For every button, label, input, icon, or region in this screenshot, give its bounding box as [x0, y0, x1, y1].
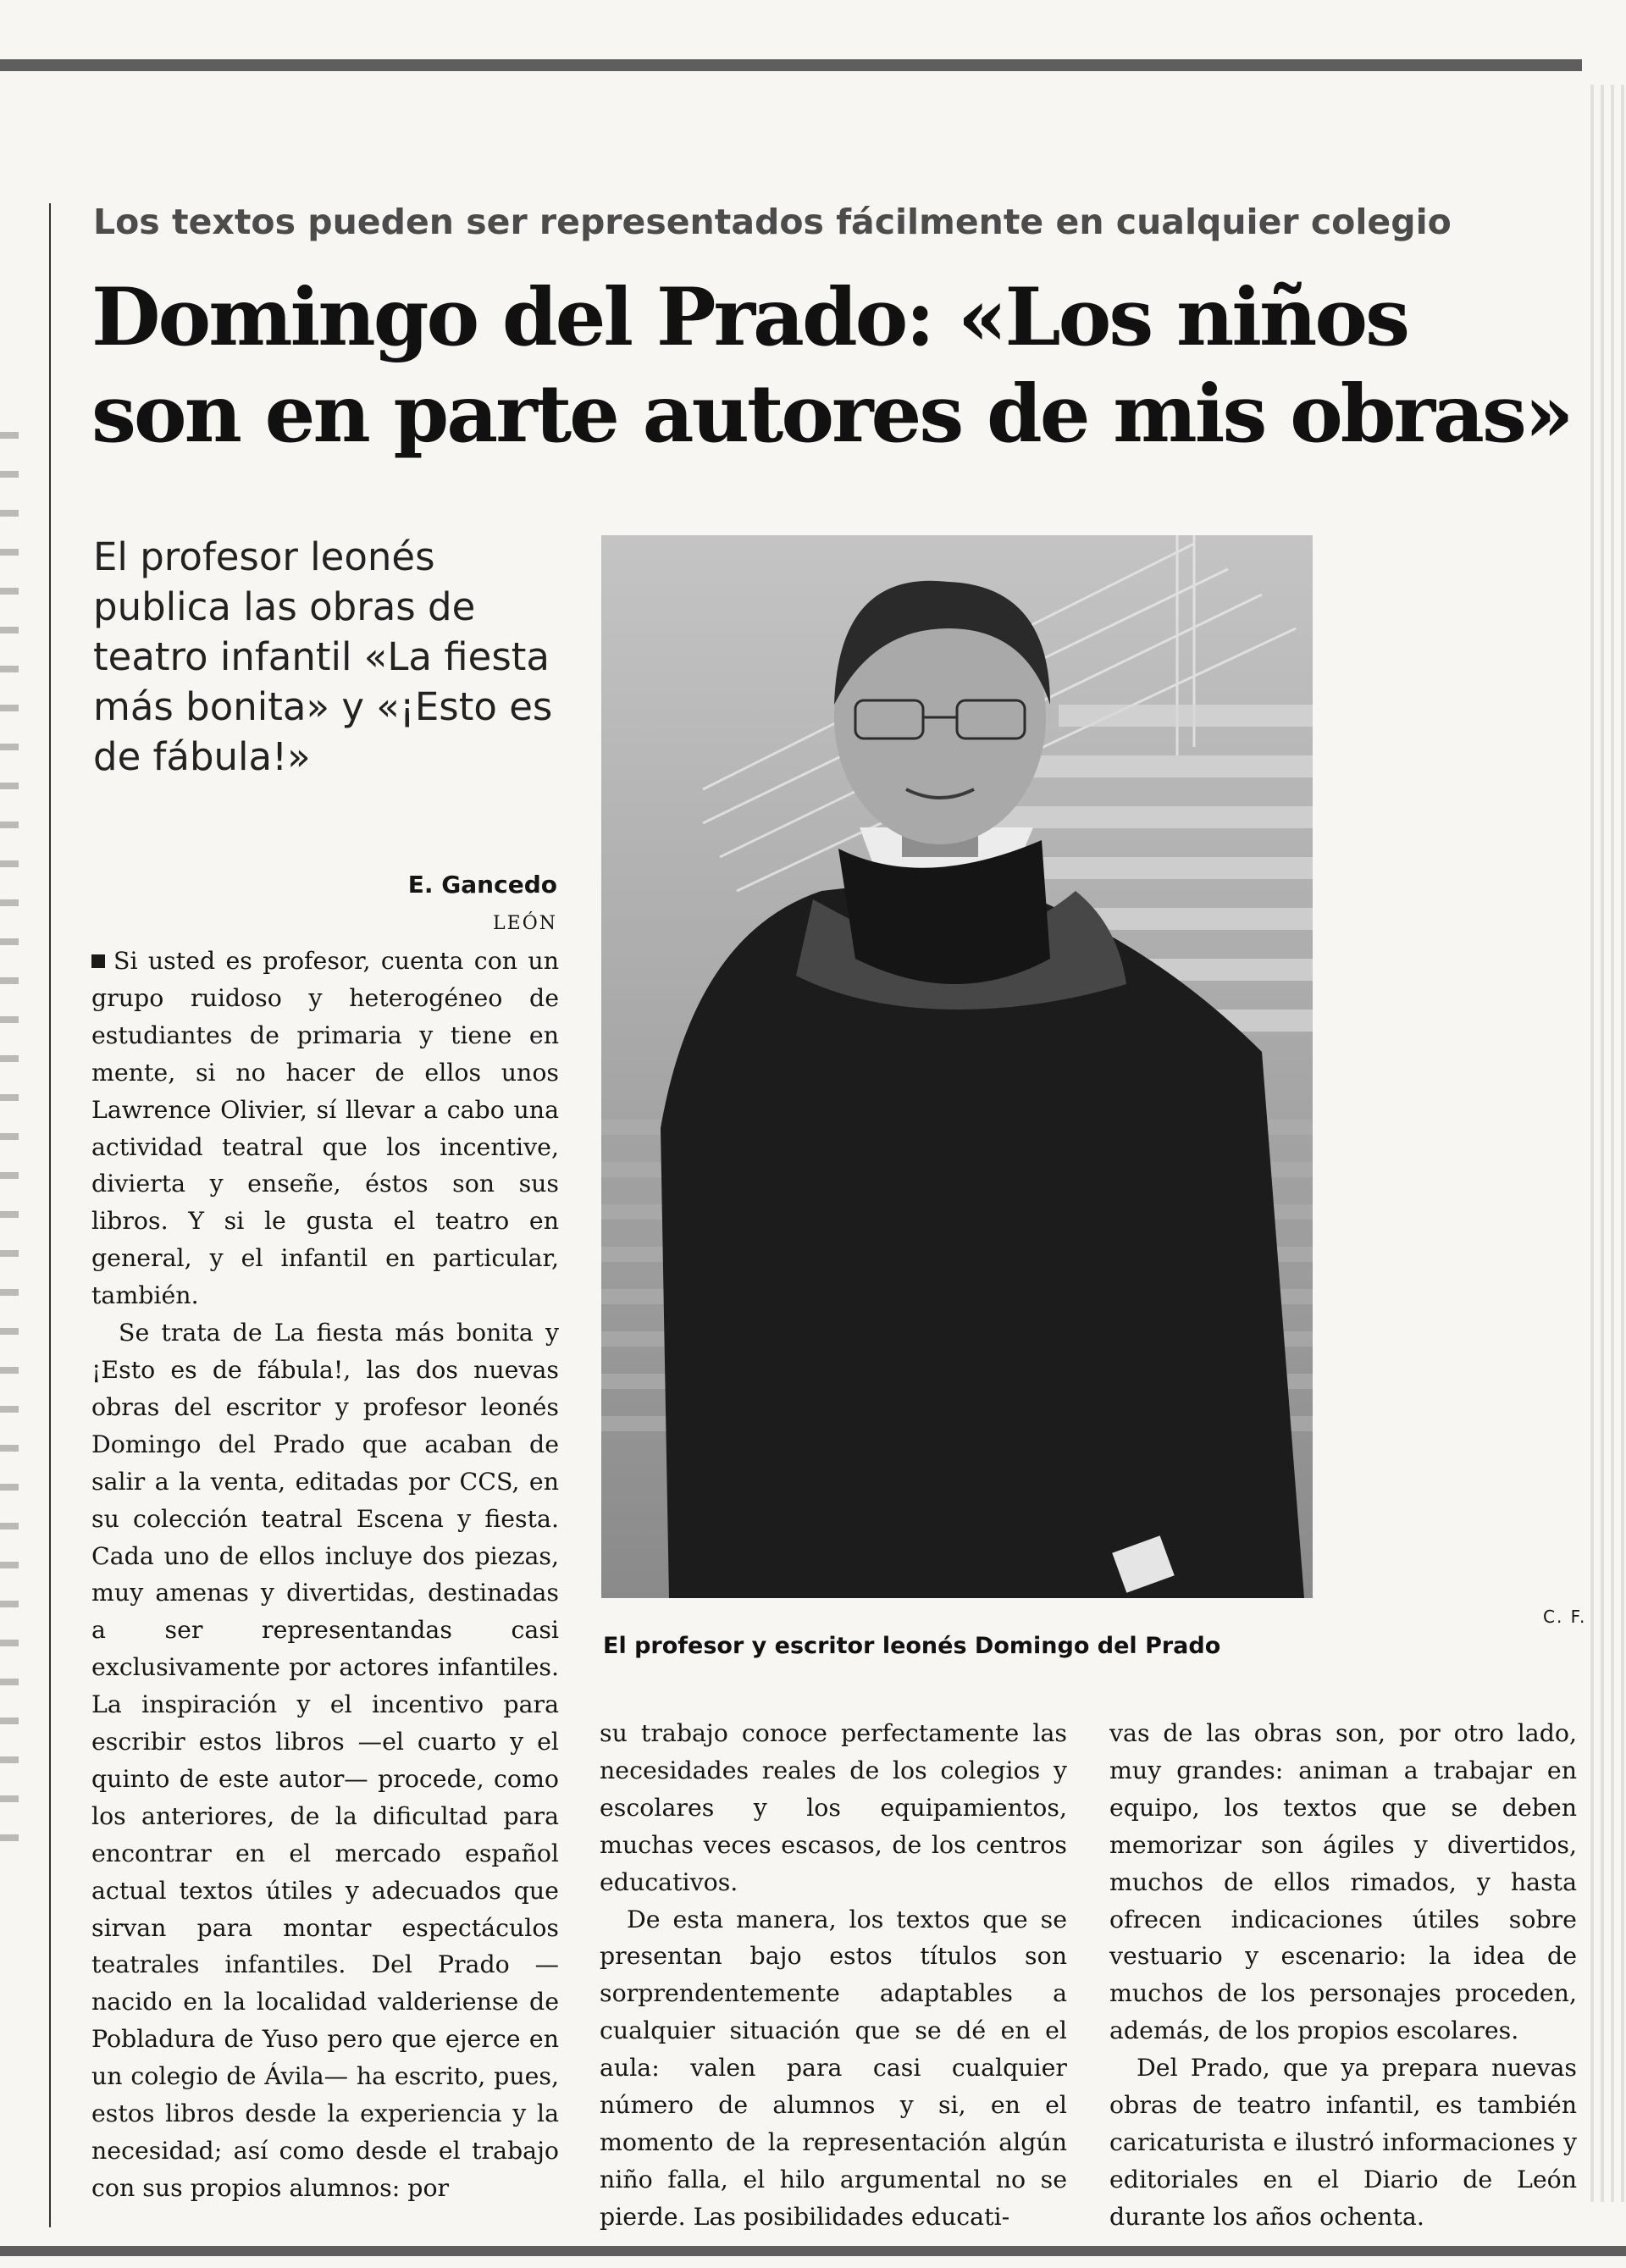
column-rule [49, 203, 51, 2227]
body-paragraph: vas de las obras son, por otro lado, muy grandes: animan a trabajar en equipo, los textos que se deben memorizar son ágiles y divertidos, muchos de ellos rimados, y hasta ofrecen indicaciones útiles sobre vestuario y escenario: la idea de muchos de los personajes proceden, además, de los propios escolares. [1109, 1719, 1577, 2045]
body-paragraph: Se trata de La fiesta más bonita y ¡Esto es de fábula!, las dos nuevas obras del escritor y profesor leonés Domingo del Prado que acaban de salir a la venta, editadas por CCS, en su colección teatral Escena y fiesta. Cada uno de ellos incluye dos piezas, muy amenas y divertidas, destinadas a ser representandas casi exclusivamente por actores infantiles. La inspiración y el incentivo para escribir estos libros —el cuarto y el quinto de este autor— procede, como los anteriores, de la dificultad para encontrar en el mercado español actual textos útiles y adecuados que sirvan para montar espectáculos teatrales infantiles. Del Prado —nacido en la localidad valderiense de Pobladura de Yuso pero que ejerce en un colegio de Ávila— ha escrito, pues, estos libros desde la experiencia y la necesidad; así como desde el trabajo con sus propios alumnos: por [91, 1319, 559, 2202]
byline-author: E. Gancedo [407, 871, 557, 899]
lead-square-icon [91, 954, 105, 968]
portrait-photo [601, 535, 1313, 1598]
bottom-rule [0, 2246, 1626, 2256]
body-paragraph: De esta manera, los textos que se presentan bajo estos títulos son sorprendentemente adaptables a cualquier situación que se dé en el aula: valen para casi cualquier número de alumnos y si, en el momento de la representación algún niño falla, el hilo argumental no se pierde. Las posibilidades educati- [600, 1905, 1067, 2231]
body-paragraph: Del Prado, que ya prepara nuevas obras de teatro infantil, es también caricaturista e ilustró informaciones y editoriales en el Diario de León durante los años ochenta. [1109, 2054, 1577, 2231]
headline-line-2: son en parte autores de mis obras» [91, 368, 1572, 461]
adjacent-article-fragment [0, 407, 19, 1846]
photo-caption: El profesor y escritor leonés Domingo del Prado [603, 1633, 1221, 1659]
body-column-2 [600, 1715, 1067, 2236]
headline [91, 269, 1590, 462]
paragraph-text: Si usted es profesor, cuenta con un grupo ruidoso y heterogéneo de estudiantes de primaria y tiene en mente, si no hacer de ellos unos Lawrence Olivier, sí llevar a cabo una actividad teatral que los incentive, divierta y enseñe, éstos son sus libros. Y si le gusta el teatro en general, y el infantil en particular, también. [91, 947, 559, 1310]
kicker: Los textos pueden ser representados fácilmente en cualquier colegio [93, 202, 1452, 242]
body-column-1 [91, 943, 559, 2207]
byline-place: LEÓN [493, 913, 557, 934]
top-rule [0, 59, 1582, 71]
portrait-illustration [601, 535, 1313, 1598]
body-paragraph [91, 943, 559, 1314]
body-column-3 [1109, 1715, 1577, 2236]
photo-credit: C. F. [1543, 1607, 1587, 1627]
body-paragraph: su trabajo conoce perfectamente las necesidades reales de los colegios y escolares y los equipamientos, muchas veces escasos, de los centros educativos. [600, 1719, 1067, 1896]
deck: El profesor leonés publica las obras de teatro infantil «La fiesta más bonita» y «¡Esto es de fábula!» [93, 534, 553, 779]
headline-line-1: Domingo del Prado: «Los niños [91, 271, 1408, 364]
